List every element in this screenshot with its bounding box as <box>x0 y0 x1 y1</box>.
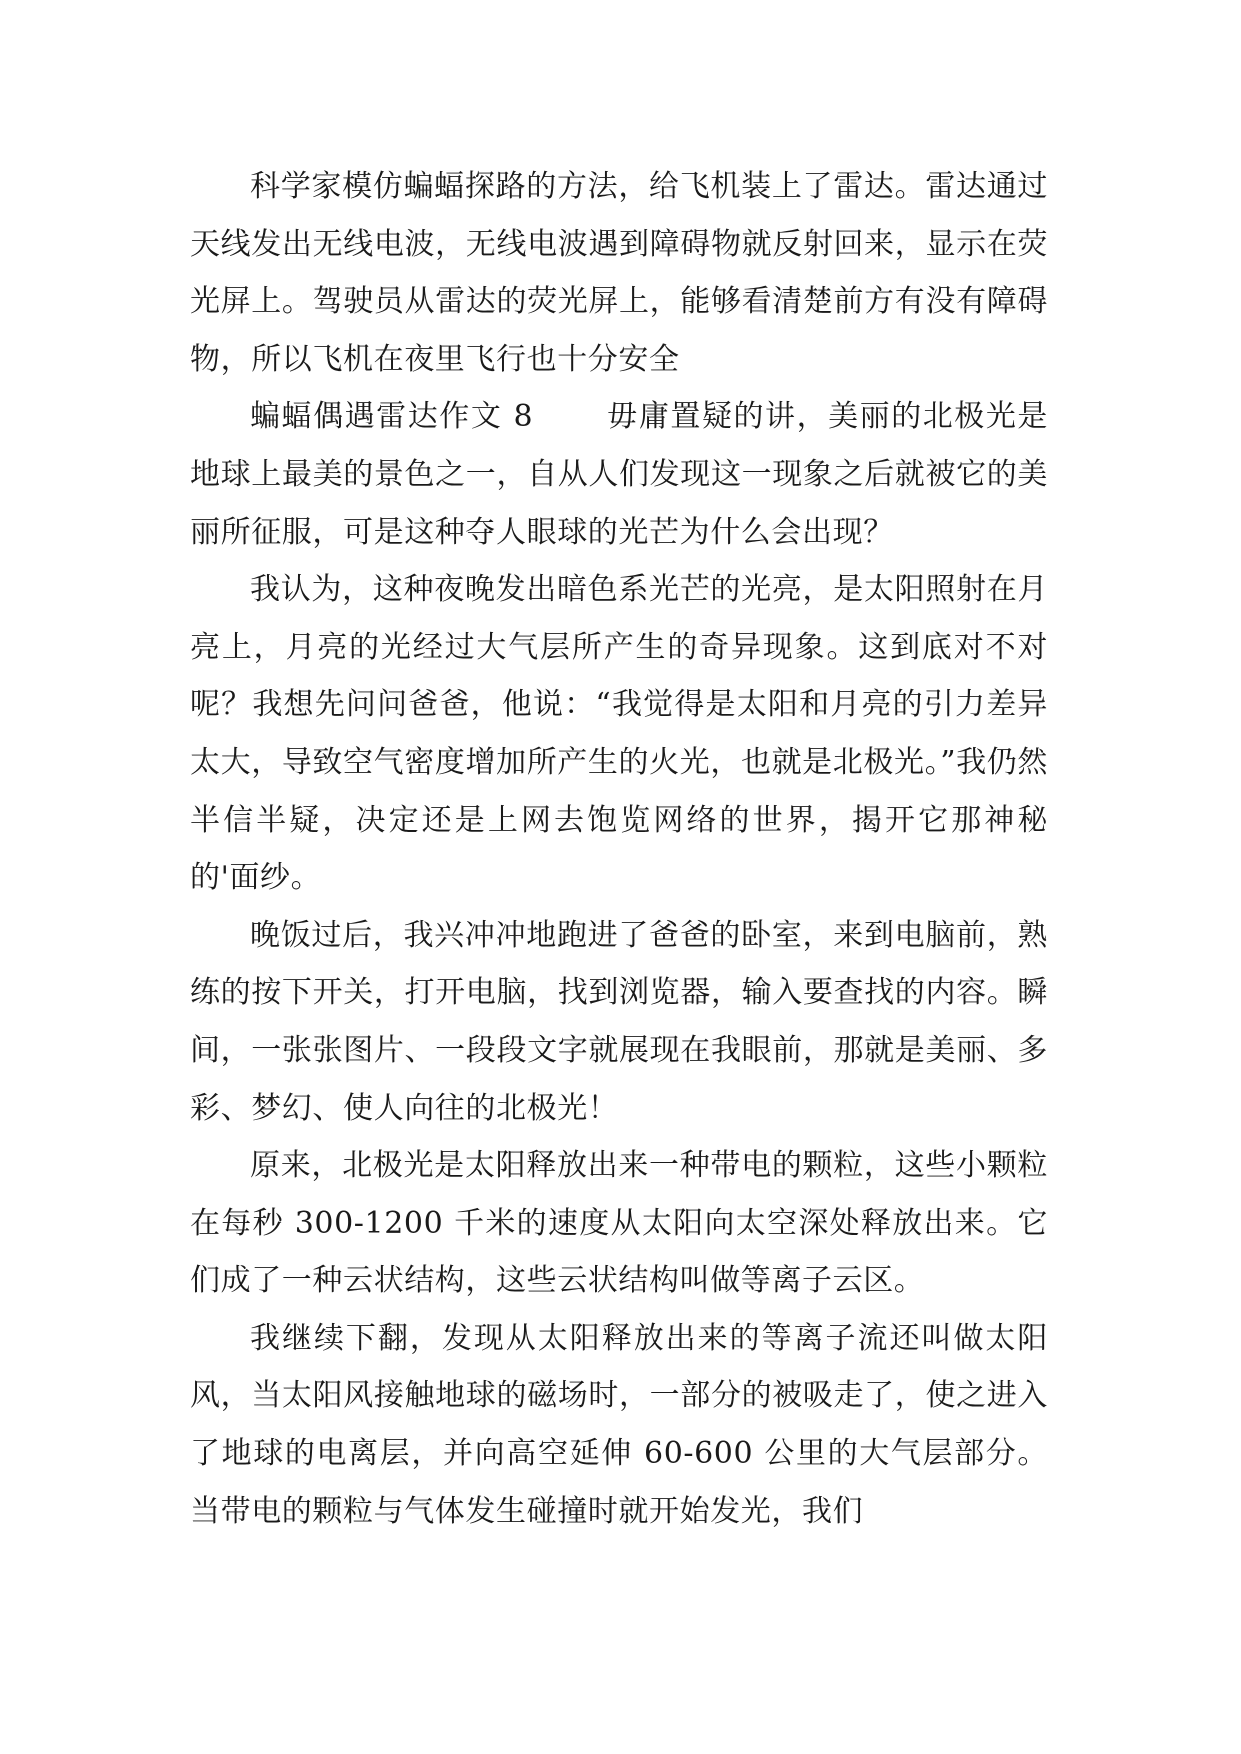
paragraph-essay-8-intro: 蝙蝠偶遇雷达作文 8 毋庸置疑的讲，美丽的北极光是地球上最美的景色之一，自从人们发现这一现象之后就被它的美丽所征服，可是这种夺人眼球的光芒为什么会出现？ <box>190 399 1048 550</box>
paragraph-solar-wind: 我继续下翻，发现从太阳释放出来的等离子流还叫做太阳风，当太阳风接触地球的磁场时，一部分的被吸走了，使之进入了地球的电离层，并向高空延伸 60-600 公里的大气层部分。当带电的颗粒与气体发生碰撞时就开始发光，我们 <box>190 1320 1048 1529</box>
paragraph-charged-particles: 原来，北极光是太阳释放出来一种带电的颗粒，这些小颗粒在每秒 300-1200 千米的速度从太阳向太空深处释放出来。它们成了一种云状结构，这些云状结构叫做等离子云区。 <box>190 1148 1048 1299</box>
paragraph-my-guess: 我认为，这种夜晚发出暗色系光芒的光亮，是太阳照射在月亮上，月亮的光经过大气层所产生的奇异现象。这到底对不对呢？我想先问问爸爸，他说：“我觉得是太阳和月亮的引力差异太大，导致空气密度增加所产生的火光，也就是北极光。”我仍然半信半疑，决定还是上网去饱览网络的世界，揭开它那神秘的'面纱。 <box>190 572 1048 896</box>
paragraph-bat-radar: 科学家模仿蝙蝠探路的方法，给飞机装上了雷达。雷达通过天线发出无线电波，无线电波遇到障碍物就反射回来，显示在荧光屏上。驾驶员从雷达的荧光屏上，能够看清楚前方有没有障碍物，所以飞机在夜里飞行也十分安全 <box>190 169 1048 377</box>
paragraph-online-search: 晚饭过后，我兴冲冲地跑进了爸爸的卧室，来到电脑前，熟练的按下开关，打开电脑，找到浏览器，输入要查找的内容。瞬间，一张张图片、一段段文字就展现在我眼前，那就是美丽、多彩、梦幻、使人向往的北极光！ <box>190 917 1048 1126</box>
document-body <box>190 158 1048 1540</box>
